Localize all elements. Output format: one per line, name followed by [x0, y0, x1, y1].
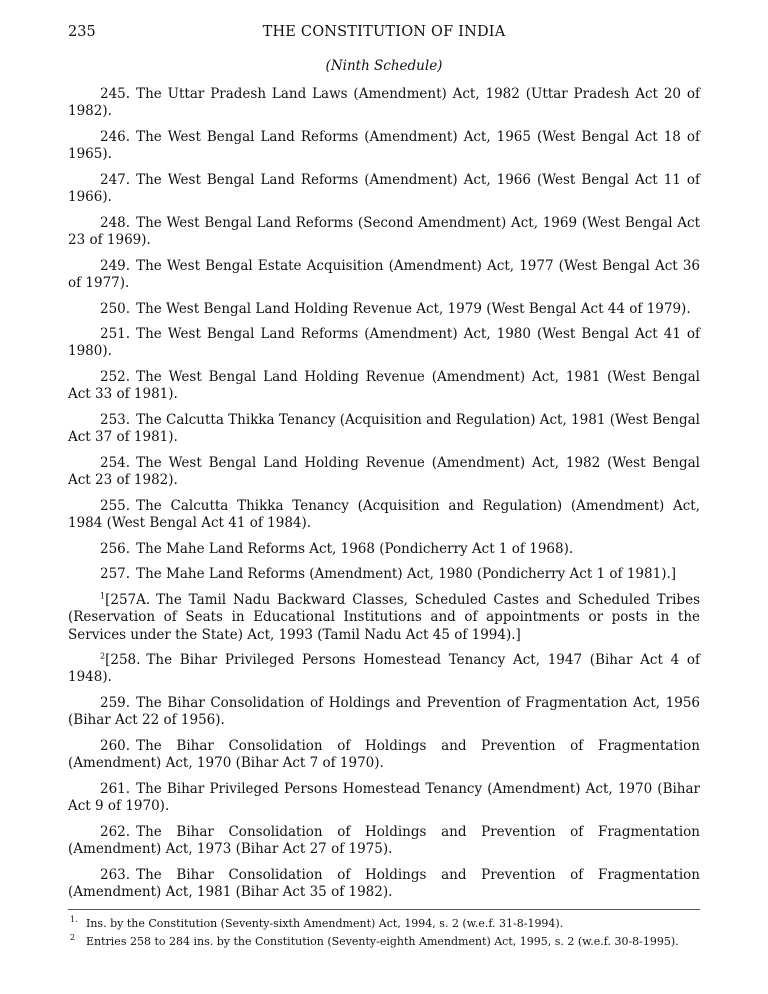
entry-text: The West Bengal Land Reforms (Amendment) Act, 1965 (West Bengal Act 18 of 1965).: [68, 128, 700, 163]
footnote-divider: [68, 909, 700, 910]
entry-number: 262.: [100, 823, 131, 840]
entry-number: 257.: [100, 566, 131, 583]
entry-number: 259.: [100, 695, 131, 712]
entry-number: 247.: [100, 171, 131, 188]
footnote-text: Entries 258 to 284 ins. by the Constitution (Seventy-eighth Amendment) Act, 1995, s. 2 (w.e.f. 30-8-1995).: [86, 935, 679, 948]
entry-number: 245.: [100, 86, 131, 102]
entry-number: 246.: [100, 128, 131, 145]
entry-number: [257A.: [105, 592, 151, 609]
entry-number: [258.: [105, 652, 141, 669]
entry-text: The West Bengal Land Holding Revenue (Amendment) Act, 1982 (West Bengal Act 23 of 1982).: [68, 454, 700, 489]
page-title: THE CONSTITUTION OF INDIA: [262, 24, 506, 40]
entry-text: The Bihar Consolidation of Holdings and Prevention of Fragmentation (Amendment) Act, 1970 (Bihar Act 7 of 1970).: [68, 738, 700, 772]
footnote-text: Ins. by the Constitution (Seventy-sixth Amendment) Act, 1994, s. 2 (w.e.f. 31-8-1994).: [86, 917, 564, 930]
entry-text: The Mahe Land Reforms Act, 1968 (Pondicherry Act 1 of 1968).: [136, 540, 574, 557]
entry-number: 251.: [100, 326, 131, 343]
entry-number: 256.: [100, 540, 131, 557]
schedule-entry: [68, 301, 700, 318]
footnote-mark: 1.: [70, 915, 78, 924]
entry-text: The Bihar Privileged Persons Homestead Tenancy (Amendment) Act, 1970 (Bihar Act 9 of 1970).: [68, 781, 700, 815]
schedule-entry: [68, 695, 700, 729]
schedule-entry: [68, 652, 700, 686]
schedule-entry: [68, 369, 700, 403]
schedule-entry: [68, 455, 700, 489]
entry-text: The West Bengal Land Reforms (Amendment) Act, 1966 (West Bengal Act 11 of 1966).: [68, 171, 700, 206]
entry-number: 248.: [100, 214, 131, 231]
schedule-entry: [68, 566, 700, 583]
schedule-entry: [68, 541, 700, 558]
entry-number: 260.: [100, 738, 131, 755]
entry-text: The West Bengal Land Reforms (Second Amendment) Act, 1969 (West Bengal Act 23 of 1969).: [68, 214, 700, 248]
entry-number: 255.: [100, 497, 131, 514]
footnote: [68, 915, 700, 933]
schedule-entry: [68, 129, 700, 163]
entry-text: The Calcutta Thikka Tenancy (Acquisition and Regulation) (Amendment) Act, 1984 (West Bengal Act 41 of 1984).: [68, 497, 700, 532]
schedule-entry: [68, 738, 700, 772]
entry-number: 252.: [100, 369, 131, 386]
entry-text: The Bihar Privileged Persons Homestead Tenancy Act, 1947 (Bihar Act 4 of 1948).: [68, 652, 700, 686]
entry-text: The Bihar Consolidation of Holdings and Prevention of Fragmentation (Amendment) Act, 1973 (Bihar Act 27 of 1975).: [68, 823, 700, 858]
entry-text: The Bihar Consolidation of Holdings and Prevention of Fragmentation (Amendment) Act, 1981 (Bihar Act 35 of 1982).: [68, 866, 700, 901]
page-number: 235: [68, 24, 96, 40]
entry-text: The Tamil Nadu Backward Classes, Scheduled Castes and Scheduled Tribes (Reservation of Seats in Educational Institutions and of appointments or posts in the Services under the State) Act, 1993 (Tamil Nadu Act 45 of 1994).]: [68, 592, 700, 643]
schedule-entry: [68, 215, 700, 249]
entry-number: 261.: [100, 781, 131, 797]
page-header: [68, 24, 700, 46]
entry-text: The Uttar Pradesh Land Laws (Amendment) Act, 1982 (Uttar Pradesh Act 20 of 1982).: [68, 86, 700, 120]
schedule-entries: [68, 86, 700, 910]
entry-text: The West Bengal Land Holding Revenue Act, 1979 (West Bengal Act 44 of 1979).: [136, 300, 691, 317]
schedule-entry: [68, 412, 700, 446]
schedule-entry: [68, 172, 700, 206]
entry-text: The West Bengal Estate Acquisition (Amendment) Act, 1977 (West Bengal Act 36 of 1977).: [68, 257, 700, 291]
schedule-entry: [68, 592, 700, 644]
schedule-entry: [68, 86, 700, 120]
footnote: [68, 933, 700, 951]
entry-number: 253.: [100, 412, 131, 429]
entry-text: The Bihar Consolidation of Holdings and Prevention of Fragmentation Act, 1956 (Bihar Act 22 of 1956).: [68, 695, 700, 729]
entry-number: 263.: [100, 866, 131, 883]
schedule-entry: [68, 258, 700, 292]
entry-text: The Calcutta Thikka Tenancy (Acquisition and Regulation) Act, 1981 (West Bengal Act 37 of 1981).: [68, 412, 701, 446]
entry-text: The Mahe Land Reforms (Amendment) Act, 1980 (Pondicherry Act 1 of 1981).]: [136, 566, 677, 583]
schedule-entry: [68, 824, 700, 858]
entry-number: 250.: [100, 300, 131, 317]
footnotes: [68, 915, 700, 951]
schedule-entry: [68, 867, 700, 901]
schedule-entry: [68, 326, 700, 360]
entry-number: 249.: [100, 257, 131, 274]
entry-text: The West Bengal Land Holding Revenue (Amendment) Act, 1981 (West Bengal Act 33 of 1981).: [68, 369, 700, 403]
footnote-mark: 2: [70, 933, 76, 942]
schedule-entry: [68, 781, 700, 815]
entry-number: 254.: [100, 454, 131, 471]
footnote-reference: 1: [100, 591, 106, 601]
entry-text: The West Bengal Land Reforms (Amendment) Act, 1980 (West Bengal Act 41 of 1980).: [68, 326, 700, 360]
footnote-reference: 2: [100, 651, 106, 661]
schedule-subtitle: (Ninth Schedule): [325, 58, 443, 74]
schedule-entry: [68, 498, 700, 532]
